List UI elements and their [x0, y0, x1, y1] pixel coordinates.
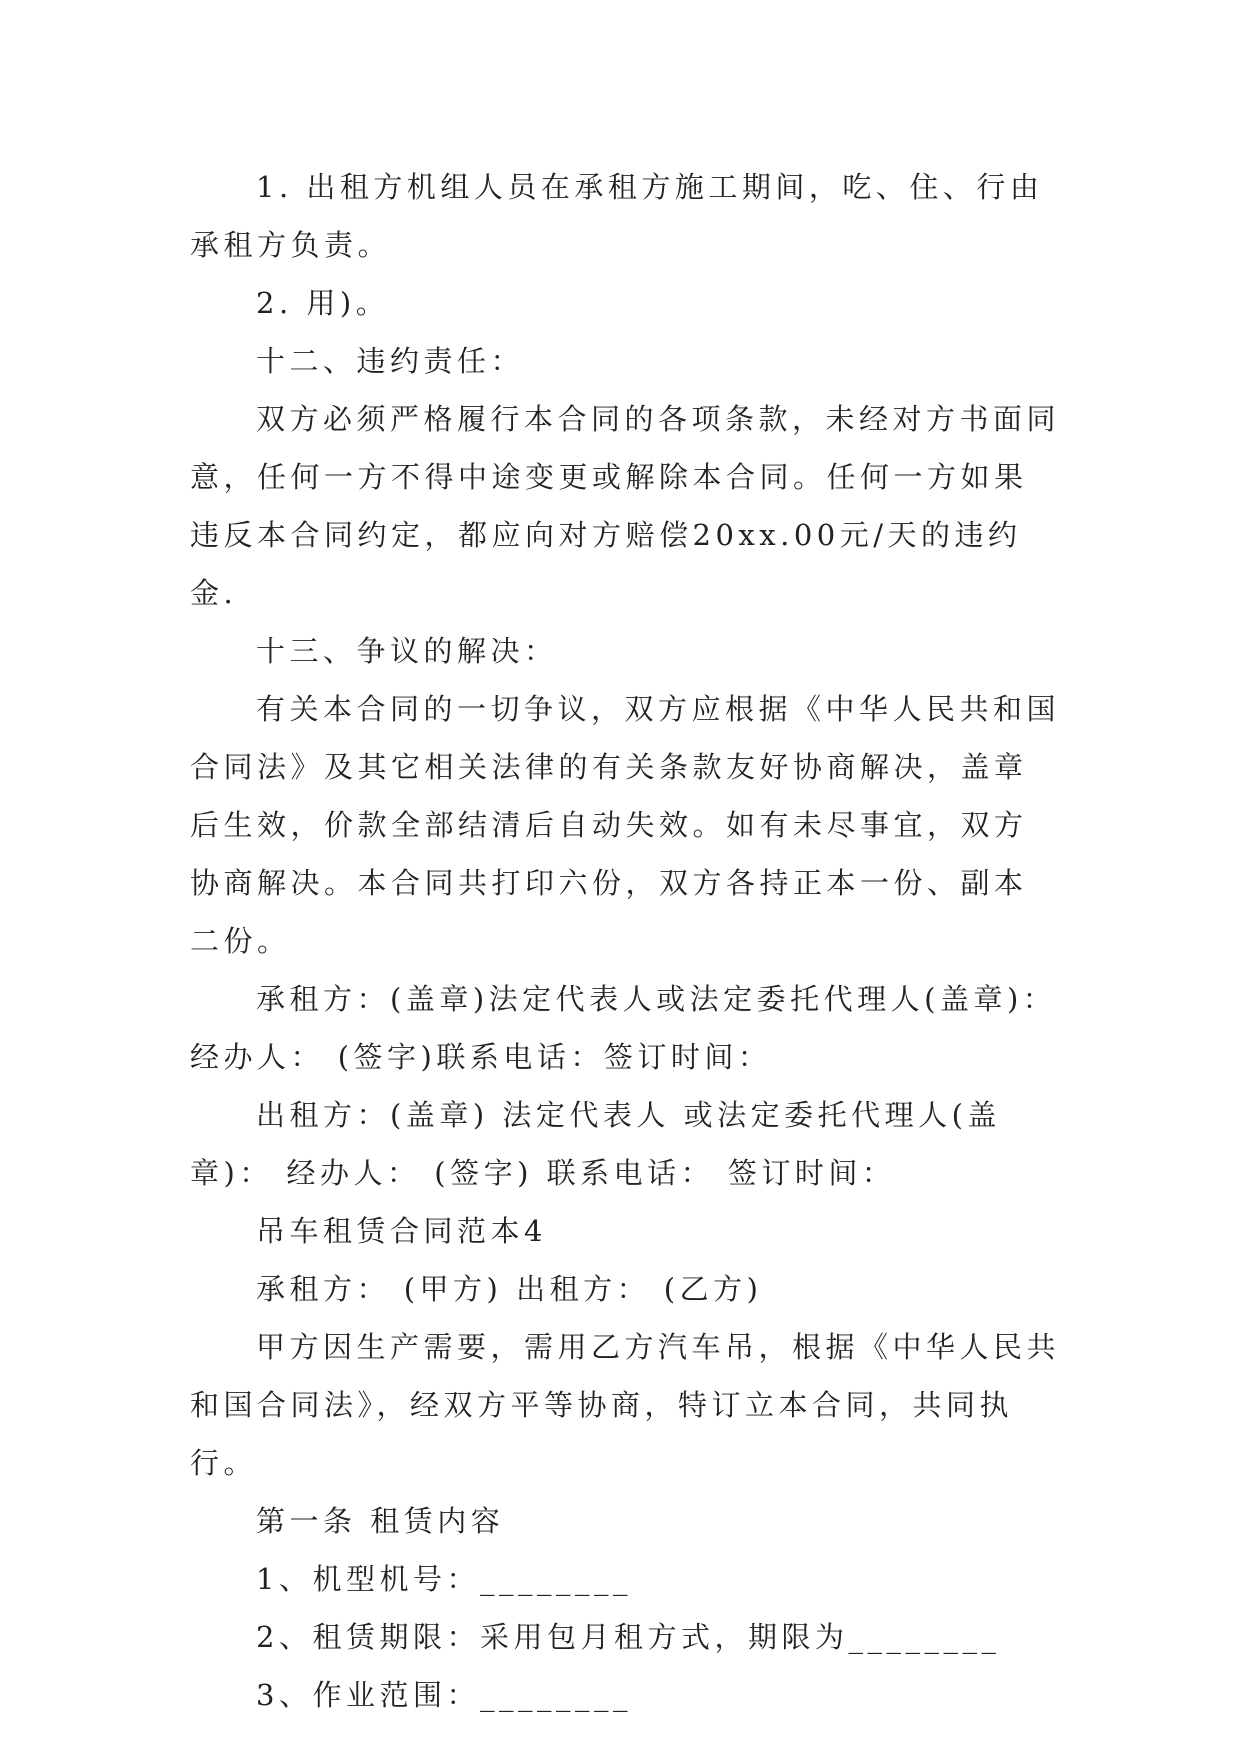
heading-breach-liability: 十二、违约责任： — [256, 344, 525, 378]
signature-block-lessee: 承租方：(盖章)法定代表人或法定委托代理人(盖章)：经办人： (签字)联系电话：签订时间： — [190, 982, 1057, 1074]
signature-block-lessor: 出租方：(盖章) 法定代表人 或法定委托代理人(盖章)： 经办人： (签字) 联系电话： 签订时间： — [190, 1098, 1001, 1190]
paragraph-breach-liability: 双方必须严格履行本合同的各项条款，未经对方书面同意，任何一方不得中途变更或解除本合同。任何一方如果违反本合同约定，都应向对方赔偿20xx.00元/天的违约金. — [190, 402, 1061, 610]
heading-article-1: 第一条 租赁内容 — [256, 1504, 505, 1538]
heading-dispute-resolution: 十三、争议的解决： — [256, 634, 558, 668]
parties-line: 承租方： (甲方) 出租方： (乙方) — [256, 1272, 763, 1306]
field-lease-term: 2、租赁期限：采用包月租方式，期限为________ — [256, 1620, 1001, 1654]
paragraph-clause-11-item-2: 2. 用)。 — [256, 286, 390, 320]
field-work-scope: 3、作业范围：________ — [256, 1678, 632, 1712]
document-body — [190, 158, 1060, 1724]
field-machine-model: 1、机型机号：________ — [256, 1562, 632, 1596]
section-title-sample-4: 吊车租赁合同范本4 — [256, 1214, 547, 1248]
paragraph-preamble: 甲方因生产需要，需用乙方汽车吊，根据《中华人民共和国合同法》，经双方平等协商，特订立本合同，共同执行。 — [190, 1330, 1061, 1480]
paragraph-dispute-resolution: 有关本合同的一切争议，双方应根据《中华人民共和国合同法》及其它相关法律的有关条款友好协商解决，盖章后生效，价款全部结清后自动失效。如有未尽事宜，双方协商解决。本合同共打印六份，双方各持正本一份、副本二份。 — [190, 692, 1061, 958]
paragraph-clause-11-item-1: 1. 出租方机组人员在承租方施工期间，吃、住、行由承租方负责。 — [190, 170, 1044, 262]
